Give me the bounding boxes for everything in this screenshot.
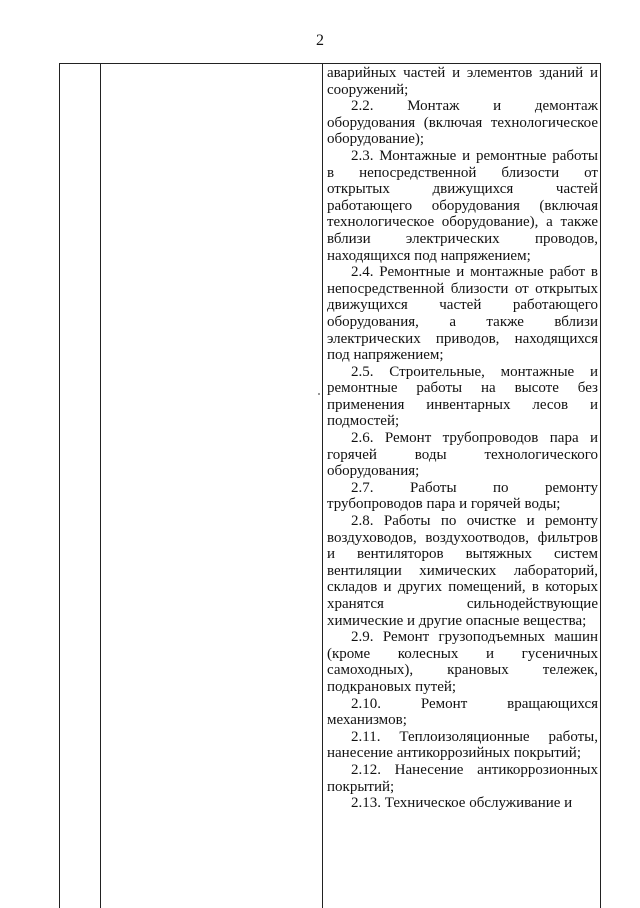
list-item-2-10: 2.10. Ремонт вращающихся механизмов;: [327, 695, 598, 729]
column-divider-1: [100, 64, 101, 908]
list-item-2-12: 2.12. Нанесение антикоррозионных покрытий;: [327, 761, 598, 795]
work-types-column: [327, 65, 598, 812]
list-item-2-5: 2.5. Строительные, монтажные и ремонтные работы на высоте без применения инвентарных лесов и подмостей;: [327, 363, 598, 430]
page-number: 2: [316, 32, 324, 49]
list-item-2-13: 2.13. Техническое обслуживание и: [351, 795, 573, 812]
list-item-2-2: 2.2. Монтаж и демонтаж оборудования (включая технологическое оборудование);: [327, 98, 598, 148]
list-item-2-7: 2.7. Работы по ремонту трубопроводов пара и горячей воды;: [327, 479, 598, 513]
list-item-continuation: аварийных частей и элементов зданий и сооружений;: [327, 65, 598, 98]
list-item-2-6: 2.6. Ремонт трубопроводов пара и горячей воды технологического оборудования;: [327, 430, 598, 480]
scan-speck: [318, 393, 320, 395]
list-item-2-4: 2.4. Ремонтные и монтажные работ в непосредственной близости от открытых движущихся частей работающего оборудования, а также вблизи электрических приводов, находящихся под напряжением;: [327, 264, 598, 364]
list-item-2-3: 2.3. Монтажные и ремонтные работы в непосредственной близости от открытых движущихся частей работающего оборудования (включая технологическое оборудование), а также вблизи электрических проводов, находящихся под напряжением;: [327, 147, 598, 264]
column-divider-2: [322, 64, 323, 908]
document-table: [59, 63, 601, 908]
list-item-2-8: 2.8. Работы по очистке и ремонту воздуховодов, воздухоотводов, фильтров и вентиляторов вытяжных систем вентиляции химических лабораторий, складов и других помещений, в которых хранятся сильнодействующие химические и другие опасные вещества;: [327, 513, 598, 629]
list-item-2-9: 2.9. Ремонт грузоподъемных машин (кроме колесных и гусеничных самоходных), крановых тележек, подкрановых путей;: [327, 629, 598, 695]
list-item-2-11: 2.11. Теплоизоляционные работы, нанесение антикоррозийных покрытий;: [327, 728, 598, 762]
